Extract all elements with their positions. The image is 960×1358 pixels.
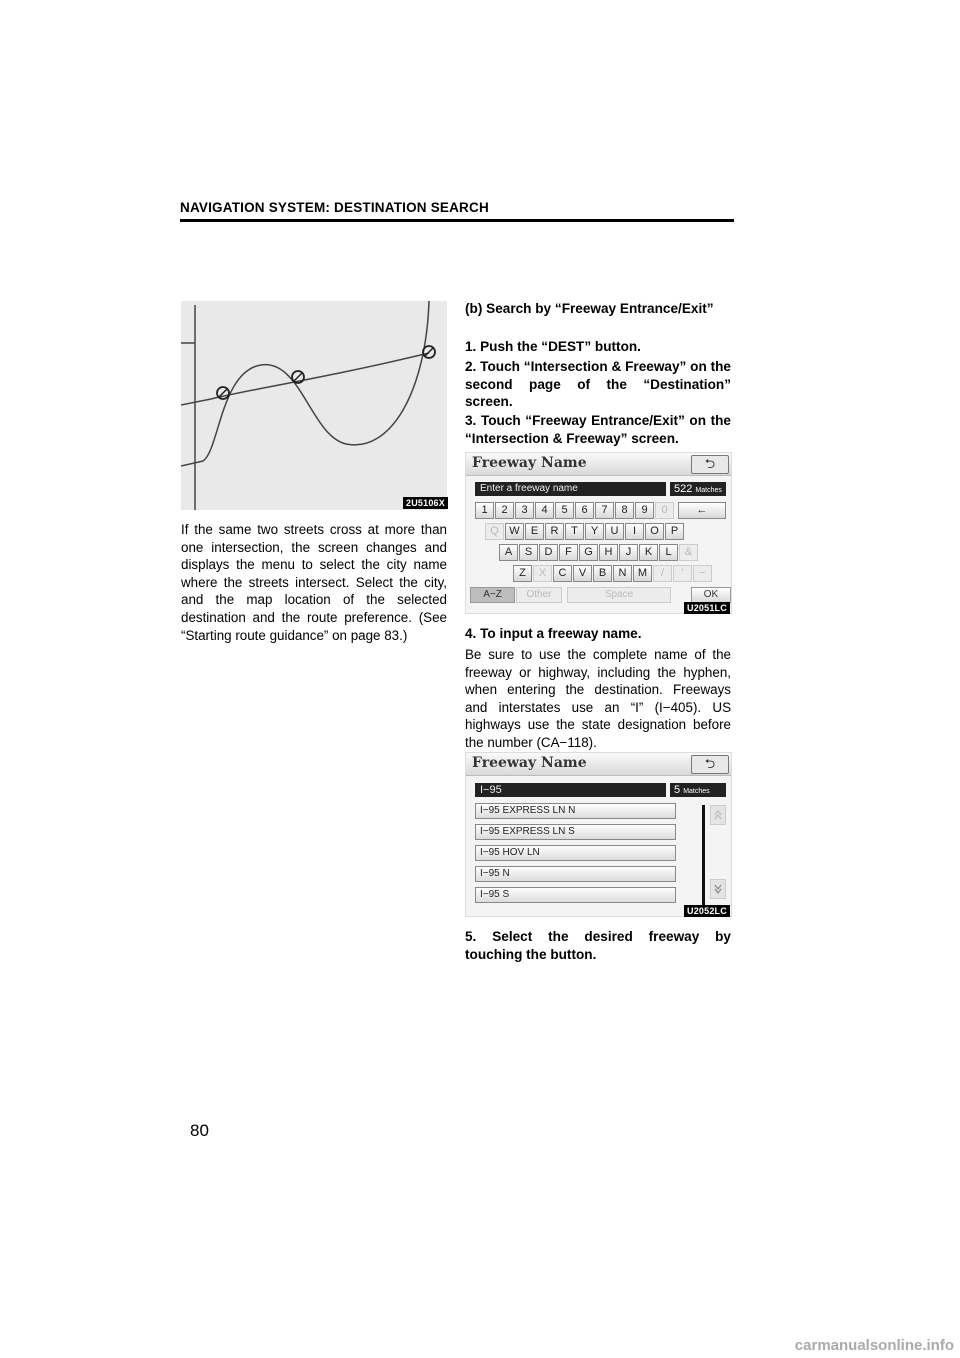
step-4-description: Be sure to use the complete name of the freeway or highway, including the hyphen, when entering the destination. Freeways and interstates use an “I” (I−405). US highways use the state designation before the number (CA−118). [465,647,731,750]
result-item[interactable]: I−95 EXPRESS LN S [475,824,676,840]
key-V[interactable]: V [573,565,592,582]
section-header: NAVIGATION SYSTEM: DESTINATION SEARCH [180,200,489,215]
key-2[interactable]: 2 [495,502,514,519]
key-9[interactable]: 9 [635,502,654,519]
key-T[interactable]: T [565,523,584,540]
page-number: 80 [190,1121,209,1140]
screen-title: Freeway Name [472,755,587,771]
key-H[interactable]: H [599,544,618,561]
key-1[interactable]: 1 [475,502,494,519]
screen-title: Freeway Name [472,455,587,471]
backspace-key[interactable] [678,502,726,519]
figure-label: U2051LC [684,602,730,614]
result-item[interactable]: I−95 S [475,887,676,903]
scroll-up-button[interactable] [710,805,726,825]
back-arrow-icon: ⮌ [704,456,716,471]
key-Q[interactable]: Q [485,523,504,540]
key-B[interactable]: B [593,565,612,582]
figure-label: U2052LC [684,905,730,917]
key-X[interactable]: X [533,565,552,582]
left-paragraph: If the same two streets cross at more than one intersection, the screen changes and displays the menu to select the city name where the streets intersect. Select the city, and the map location of the selected destination and the route preference. (See “Starting route guidance” on page 83.) [181,522,447,643]
matches-count [670,482,726,496]
matches-label: Matches [695,487,722,494]
key-Z[interactable]: Z [513,565,532,582]
key-J[interactable]: J [619,544,638,561]
key-3[interactable]: 3 [515,502,534,519]
freeway-name-keyboard-screen [465,452,732,614]
key-Y[interactable]: Y [585,523,604,540]
intersection-map-figure [181,301,447,510]
matches-count [670,783,726,797]
result-item[interactable]: I−95 HOV LN [475,845,676,861]
figure-label: 2U5106X [403,497,448,509]
key-I[interactable]: I [625,523,644,540]
key-U[interactable]: U [605,523,624,540]
key-−[interactable]: − [693,565,712,582]
title-bar [466,753,731,776]
matches-number: 522 [674,483,693,495]
ok-button[interactable]: OK [691,587,731,603]
back-arrow-icon: ⮌ [704,756,716,771]
section-heading: (b) Search by “Freeway Entrance/Exit” [465,301,714,316]
step-4: 4. To input a freeway name. [465,626,642,641]
title-bar [466,453,731,476]
step-3: 3. Touch “Freeway Entrance/Exit” on the “Intersection & Freeway” screen. [465,413,731,446]
result-item[interactable]: I−95 N [475,866,676,882]
step-5: 5. Select the desired freeway by touching the button. [465,929,731,962]
chevron-down-icon [711,880,725,898]
chevron-up-icon [711,806,725,824]
freeway-name-input[interactable]: I−95 [475,783,666,797]
matches-number: 5 [674,784,681,796]
key-6[interactable]: 6 [575,502,594,519]
key-7[interactable]: 7 [595,502,614,519]
key-4[interactable]: 4 [535,502,554,519]
key-K[interactable]: K [639,544,658,561]
key-'[interactable]: ' [673,565,692,582]
watermark: carmanualsonline.info [794,1337,954,1354]
key-C[interactable]: C [553,565,572,582]
key-D[interactable]: D [539,544,558,561]
step-2: 2. Touch “Intersection & Freeway” on the second page of the “Destination” screen. [465,359,731,409]
scrollbar-track[interactable] [702,805,705,905]
result-item[interactable]: I−95 EXPRESS LN N [475,803,676,819]
key-8[interactable]: 8 [615,502,634,519]
freeway-results-screen [465,752,732,917]
backspace-arrow-icon: ← [696,504,708,516]
matches-label: Matches [683,788,710,795]
step-1: 1. Push the “DEST” button. [465,339,641,354]
intersection-map-graphic [181,301,447,510]
key-M[interactable]: M [633,565,652,582]
other-keyboard-button[interactable]: Other [516,587,562,603]
key-/[interactable]: / [653,565,672,582]
header-rule [180,219,734,222]
scroll-down-button[interactable] [710,879,726,899]
az-keyboard-button[interactable]: A−Z [470,587,515,603]
key-N[interactable]: N [613,565,632,582]
space-button[interactable]: Space [567,587,671,603]
key-W[interactable]: W [505,523,524,540]
key-L[interactable]: L [659,544,678,561]
key-5[interactable]: 5 [555,502,574,519]
key-S[interactable]: S [519,544,538,561]
key-G[interactable]: G [579,544,598,561]
key-&[interactable]: & [679,544,698,561]
key-0[interactable]: 0 [655,502,674,519]
key-E[interactable]: E [525,523,544,540]
key-R[interactable]: R [545,523,564,540]
key-F[interactable]: F [559,544,578,561]
back-button[interactable] [691,455,729,474]
freeway-name-input[interactable]: Enter a freeway name [475,482,666,496]
back-button[interactable] [691,755,729,774]
key-O[interactable]: O [645,523,664,540]
key-A[interactable]: A [499,544,518,561]
key-P[interactable]: P [665,523,684,540]
